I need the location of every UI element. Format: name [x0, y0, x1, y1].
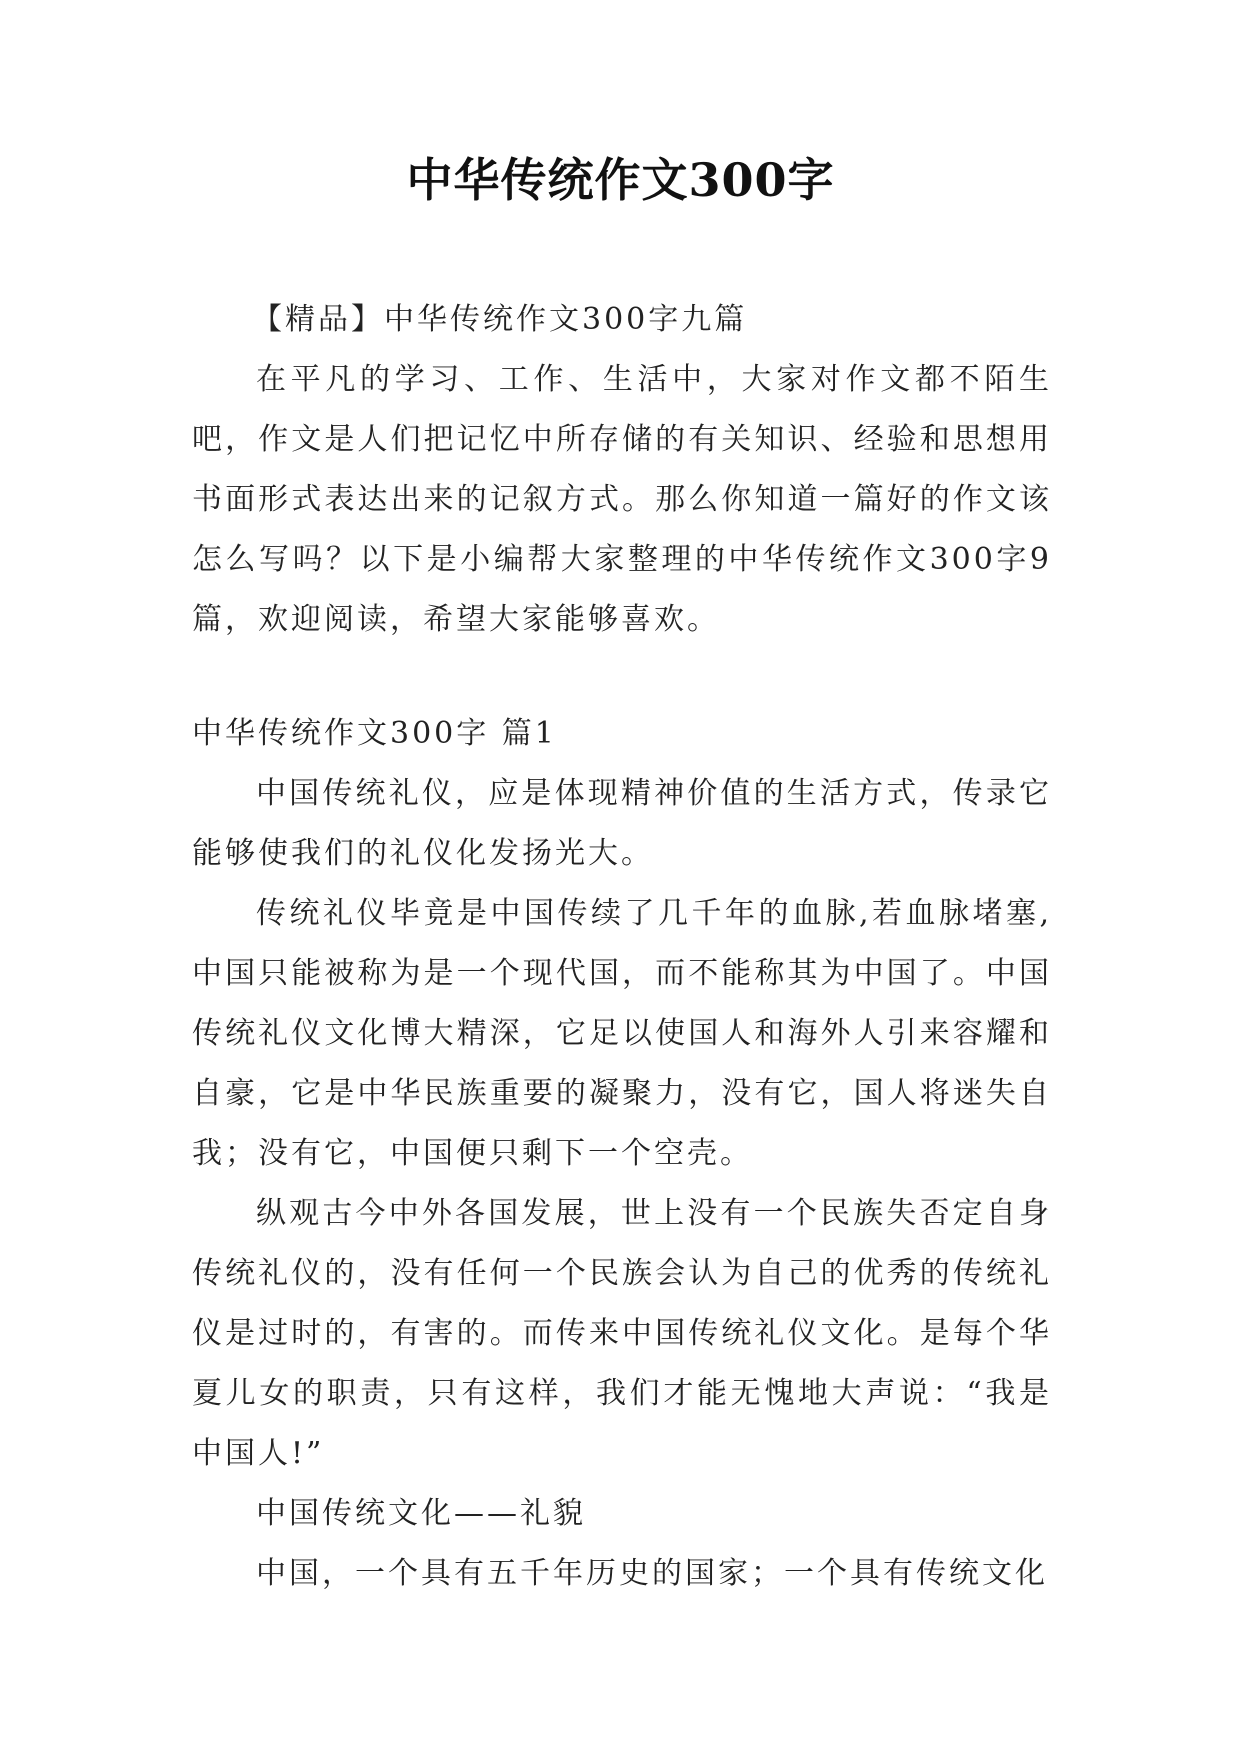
body-paragraph: 中国，一个具有五千年历史的国家；一个具有传统文化 [256, 1556, 1048, 1591]
section-gap [192, 650, 1052, 704]
body-paragraph: 中国传统礼仪，应是体现精神价值的生活方式，传录它能够使我们的礼仪化发扬光大。 [192, 776, 1052, 871]
intro-paragraph: 在平凡的学习、工作、生活中，大家对作文都不陌生吧，作文是人们把记忆中所存储的有关知识、经验和思想用书面形式表达出来的记叙方式。那么你知道一篇好的作文该怎么写吗？以下是小编帮大家整理的中华传统作文300字9篇，欢迎阅读，希望大家能够喜欢。 [192, 362, 1052, 637]
body-paragraph: 传统礼仪毕竟是中国传续了几千年的血脉,若血脉堵塞,中国只能被称为是一个现代国，而不能称其为中国了。中国传统礼仪文化博大精深，它足以使国人和海外人引来容耀和自豪，它是中华民族重要的凝聚力，没有它，国人将迷失自我；没有它，中国便只剩下一个空壳。 [192, 896, 1052, 1171]
document-subtitle: 【精品】中华传统作文300字九篇 [252, 302, 748, 337]
body-paragraph: 中国传统文化——礼貌 [256, 1496, 586, 1531]
section-heading: 中华传统作文300字 篇1 [192, 716, 557, 751]
document-title: 中华传统作文300字 [406, 153, 835, 207]
body-paragraph: 纵观古今中外各国发展，世上没有一个民族失否定自身传统礼仪的，没有任何一个民族会认为自己的优秀的传统礼仪是过时的，有害的。而传来中国传统礼仪文化。是每个华夏儿女的职责，只有这样，我们才能无愧地大声说：“我是中国人!” [192, 1196, 1052, 1471]
document-body [192, 290, 1052, 1604]
